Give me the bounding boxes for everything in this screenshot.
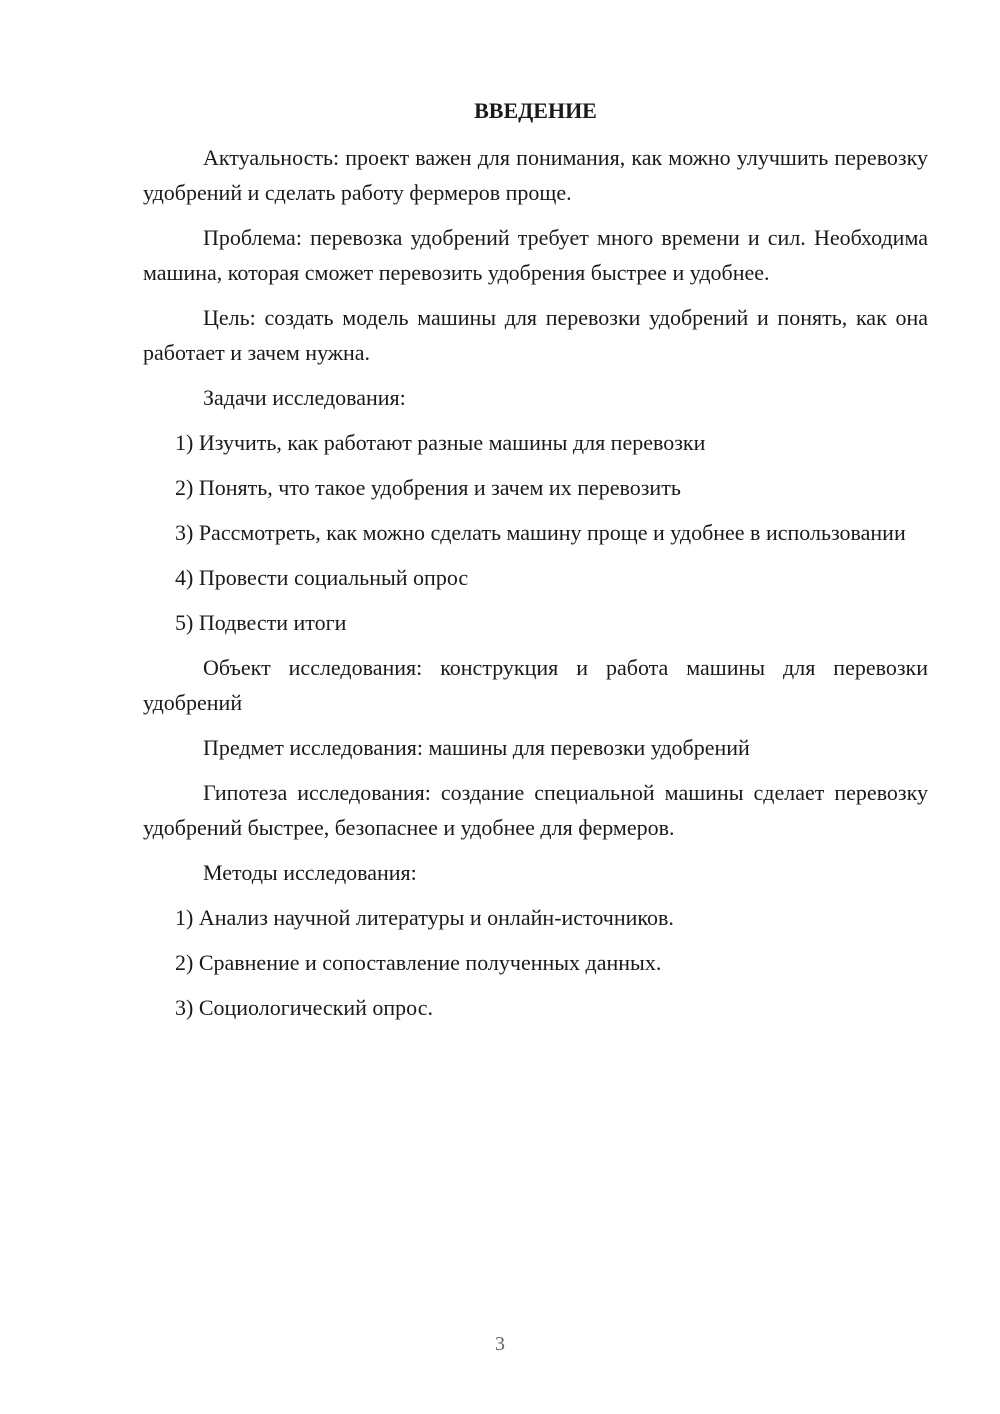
hypothesis-paragraph: Гипотеза исследования: создание специальной машины сделает перевозку удобрений быстрее, безопаснее и удобнее для фермеров. — [143, 780, 928, 840]
method-item: 2) Сравнение и сопоставление полученных данных. — [175, 950, 662, 975]
methods-title: Методы исследования: — [203, 860, 417, 885]
object-paragraph: Объект исследования: конструкция и работа машины для перевозки удобрений — [143, 655, 928, 715]
method-item: 3) Социологический опрос. — [175, 995, 433, 1020]
relevance-paragraph: Актуальность: проект важен для понимания, как можно улучшить перевозку удобрений и сделать работу фермеров проще. — [143, 145, 928, 205]
page-number: 3 — [495, 1333, 505, 1355]
task-item: 5) Подвести итоги — [175, 610, 347, 635]
document-page — [143, 96, 928, 1035]
goal-paragraph: Цель: создать модель машины для перевозки удобрений и понять, как она работает и зачем нужна. — [143, 305, 928, 365]
method-item: 1) Анализ научной литературы и онлайн-источников. — [175, 905, 674, 930]
task-item: 1) Изучить, как работают разные машины для перевозки — [175, 430, 706, 455]
task-item: 3) Рассмотреть, как можно сделать машину проще и удобнее в использовании — [175, 520, 906, 545]
task-item: 4) Провести социальный опрос — [175, 565, 469, 590]
tasks-title: Задачи исследования: — [203, 385, 406, 410]
problem-paragraph: Проблема: перевозка удобрений требует много времени и сил. Необходима машина, которая сможет перевозить удобрения быстрее и удобнее. — [143, 225, 928, 285]
section-heading: ВВЕДЕНИЕ — [474, 98, 597, 123]
task-item: 2) Понять, что такое удобрения и зачем их перевозить — [175, 475, 681, 500]
subject-paragraph: Предмет исследования: машины для перевозки удобрений — [203, 735, 750, 760]
